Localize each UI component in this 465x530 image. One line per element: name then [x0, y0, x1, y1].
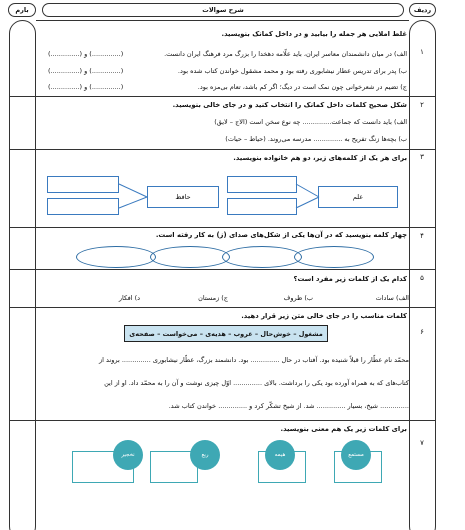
answer-blank[interactable]: (..............) و (..............) — [48, 83, 124, 91]
question-heading: شکل صحیح کلمات داخل کمانک را انتخاب کنید و در جای خالی بنویسید. — [172, 101, 407, 109]
word-box-ilm — [318, 186, 398, 208]
question-line: الف) باید دانست که جماعت.............. چه نوع سخن است (الاج – لایق) — [214, 118, 407, 126]
title-label: شرح سوالات — [202, 6, 244, 14]
word-label: مستمع — [348, 452, 364, 458]
word-box-hafez — [147, 186, 219, 208]
title-header — [42, 3, 404, 17]
answer-box[interactable] — [47, 176, 119, 193]
question-heading: برای کلمات زیر یک هم معنی بنویسید. — [280, 425, 407, 433]
radif-header — [409, 3, 436, 17]
answer-box[interactable] — [47, 198, 119, 215]
question-number: ۳ — [420, 153, 424, 161]
option-d[interactable]: د) افکار — [118, 294, 140, 302]
word-bank — [124, 325, 328, 342]
word-circle — [113, 440, 143, 470]
word-label: ربع — [201, 452, 209, 458]
passage-line: کتاب‌های که به همراه آورده بود یکی را برداشت. بالای .............. اوّل چیزی نوشت و آن را به محمّد داد. او از این — [104, 379, 409, 387]
answer-oval[interactable] — [150, 246, 230, 268]
barom-header — [8, 3, 36, 17]
row-separator — [9, 96, 436, 97]
question-number: ۴ — [420, 232, 424, 240]
word-circle — [265, 440, 295, 470]
word-label: نخجیر — [121, 452, 135, 458]
question-line: ب) پدر برای تدریس عطار نیشابوری رفته بود و محمد مشقول خواندن کتاب شده بود. — [177, 67, 407, 75]
connector-lines — [295, 180, 321, 216]
row-separator — [9, 269, 436, 270]
answer-box[interactable] — [227, 176, 297, 193]
option-a[interactable]: الف) سادات — [375, 294, 409, 302]
question-number: ۲ — [420, 101, 424, 109]
answer-blank[interactable]: (..............) و (..............) — [48, 50, 124, 58]
question-line: ب) بچه‌ها زنگ تفریح به .............. مدرسه می‌روند. (حیاط – حیات) — [225, 135, 407, 143]
word-bank-text: مشغول – خوش‌حال – غروب – هدیه‌ی – می‌خواست – صفحه‌ی — [129, 329, 323, 338]
connector-lines — [118, 180, 148, 216]
question-heading: کلمات مناسب را در جای خالی متن زیر قرار دهید. — [241, 312, 407, 320]
question-heading: کدام یک از کلمات زیر مفرد است؟ — [293, 275, 407, 283]
answer-oval[interactable] — [222, 246, 302, 268]
answer-oval[interactable] — [76, 246, 156, 268]
question-number: ۶ — [420, 328, 424, 336]
word-label: علم — [352, 193, 364, 201]
question-heading: برای هر یک از کلمه‌های زیر، دو هم خانواده بنویسید. — [233, 154, 407, 162]
question-number: ۷ — [420, 439, 424, 447]
word-label: حافظ — [175, 193, 191, 201]
option-b[interactable]: ب) ظروف — [283, 294, 313, 302]
row-separator — [9, 420, 436, 421]
barom-label: بارم — [15, 6, 29, 14]
row-separator — [9, 149, 436, 150]
word-circle — [341, 440, 371, 470]
question-number: ۵ — [420, 274, 424, 282]
question-line: ج) تضیم در شعرخوانی چون نمک است در دیگ؛ اگر کم باشد، تعام بی‌مزه بود. — [197, 83, 407, 91]
question-line: الف) در میان دانشمندان معاسر ایران، باید علّامه دهخدا را بزرگ مرد فرهنگ ایران دانست. — [164, 50, 407, 58]
answer-oval[interactable] — [294, 246, 374, 268]
answer-box[interactable] — [227, 198, 297, 215]
word-circle — [190, 440, 220, 470]
row-separator — [9, 227, 436, 228]
passage-line: محمّد نام عطّار را قبلاً شنیده بود. آفتاب در حال .............. بود. دانشمند بزرگ، عطّار نیشابوری .............. بروند از — [99, 356, 409, 364]
option-c[interactable]: ج) زمستان — [198, 294, 228, 302]
word-label: هیمه — [274, 452, 286, 458]
radif-label: ردیف — [413, 6, 432, 14]
question-heading: غلط املایی هر جمله را بیابید و در داخل کمانک بنویسید. — [221, 30, 407, 38]
question-number: ۱ — [420, 48, 424, 56]
answer-blank[interactable]: (..............) و (..............) — [48, 67, 124, 75]
row-separator — [9, 307, 436, 308]
passage-line: .............. شیخ، بسیار .............. شد. از شیخ تشکّر کرد و .............. خواندن کتاب شد. — [168, 402, 409, 410]
question-heading: چهار کلمه بنویسید که در آن‌ها یکی از شکل‌های صدای (ز) به کار رفته است. — [155, 231, 407, 239]
